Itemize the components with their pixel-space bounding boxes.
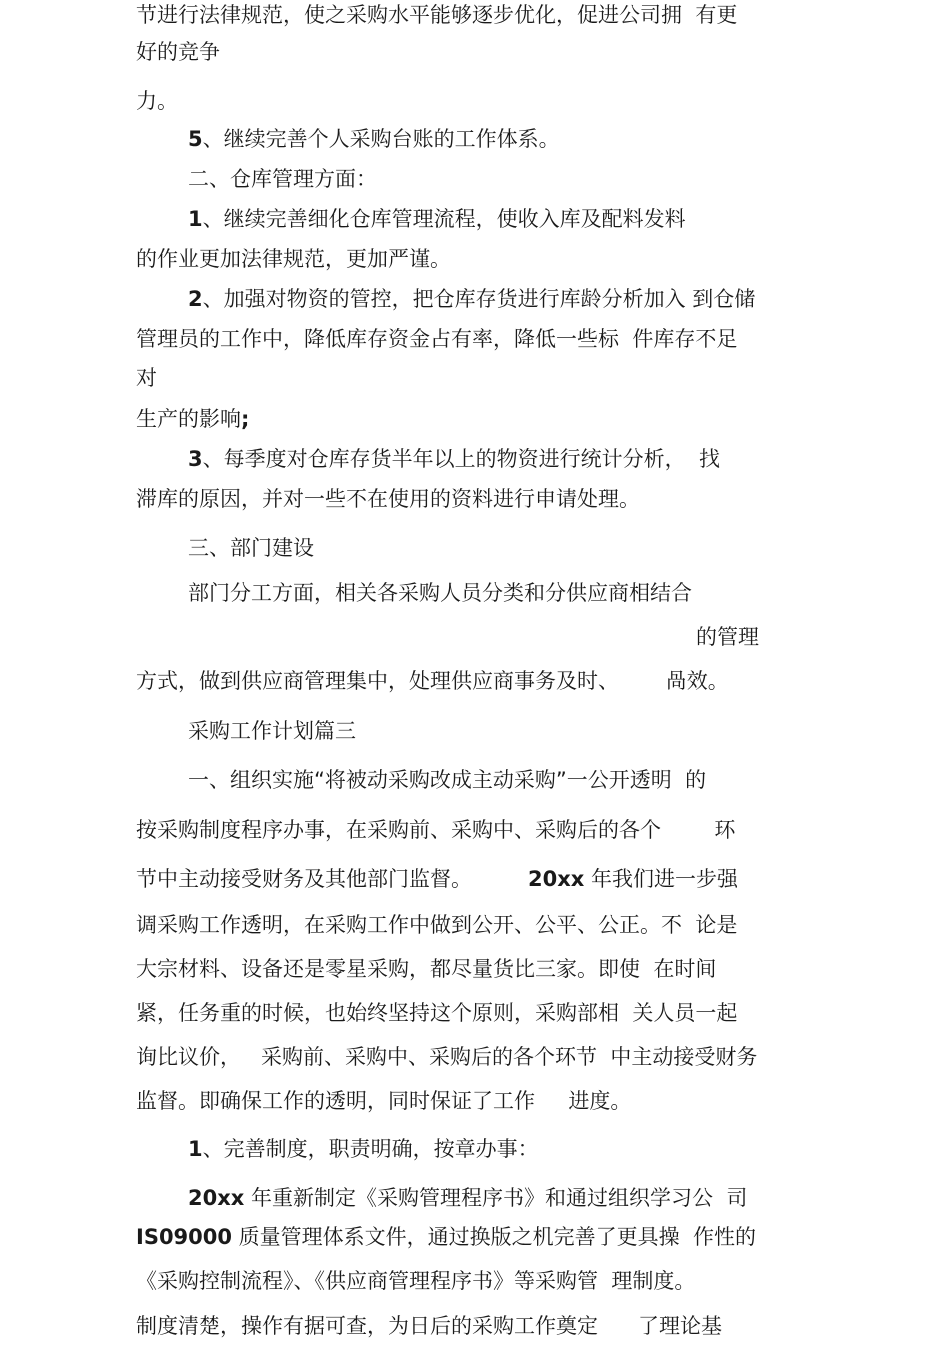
list-item: 5、继续完善个人采购台账的工作体系。 xyxy=(188,127,560,151)
paragraph-line: 监督。即确保工作的透明，同时保证了工作 进度。 xyxy=(136,1089,632,1113)
paragraph-line: 滞库的原因，并对一些不在使用的资料进行申请处理。 xyxy=(136,487,640,511)
section-heading: 二、仓库管理方面： xyxy=(188,167,377,191)
paragraph-line: 力。 xyxy=(136,89,178,113)
paragraph-line: 紧，任务重的时候，也始终坚持这个原则，采购部相 关人员一起 xyxy=(136,1001,738,1025)
paragraph-line: 大宗材料、设备还是零星采购，都尽量货比三家。即使 在时间 xyxy=(136,957,717,981)
paragraph-line: 好的竞争 xyxy=(136,40,220,64)
chapter-heading: 采购工作计划篇三 xyxy=(188,719,356,743)
list-item: 1、继续完善细化仓库管理流程，使收入库及配料发料 xyxy=(188,207,686,231)
paragraph-line: 的管理 xyxy=(696,625,759,649)
paragraph-line: 节进行法律规范，使之采购水平能够逐步优化，促进公司拥 有更 xyxy=(136,3,738,27)
section-heading: 三、部门建设 xyxy=(188,536,314,560)
paragraph-line: 方式，做到供应商管理集中，处理供应商事务及时、 咼效。 xyxy=(136,669,729,693)
paragraph-line: 按采购制度程序办事，在采购前、采购中、采购后的各个 环 xyxy=(136,818,736,842)
paragraph-line: 询比议价， 采购前、采购中、采购后的各个环节 中主动接受财务 xyxy=(136,1045,758,1069)
item-number: 1 xyxy=(188,1137,203,1161)
item-number: 2 xyxy=(188,287,203,311)
paragraph-line: 《采购控制流程》、《供应商管理程序书》等采购管 理制度。 xyxy=(136,1269,696,1293)
paragraph-line: 部门分工方面，相关各采购人员分类和分供应商相结合 xyxy=(188,581,692,605)
paragraph-line: 对 xyxy=(136,366,157,390)
paragraph-line: IS09000 质量管理体系文件，通过换版之机完善了更具操 作性的 xyxy=(136,1225,757,1249)
paragraph-line: 节中主动接受财务及其他部门监督。 20xx 年我们进一步强 xyxy=(136,867,739,891)
list-item: 3、每季度对仓库存货半年以上的物资进行统计分析， 找 xyxy=(188,447,720,471)
list-item: 2、加强对物资的管控，把仓库存货进行库龄分析加入 到仓储 xyxy=(188,287,756,311)
paragraph-line: 20xx 年重新制定《采购管理程序书》和通过组织学习公 司 xyxy=(188,1186,748,1210)
paragraph-line: 管理员的工作中，降低库存资金占有率，降低一些标 件库存不足 xyxy=(136,327,738,351)
item-number: 3 xyxy=(188,447,203,471)
paragraph-line: 一、组织实施“将被动采购改成主动采购”一公开透明 的 xyxy=(188,768,707,792)
paragraph-line: 的作业更加法律规范，更加严谨。 xyxy=(136,247,451,271)
item-number: 5 xyxy=(188,127,203,151)
item-number: 1 xyxy=(188,207,203,231)
paragraph-line: 制度清楚，操作有据可查，为日后的采购工作奠定 了理论基 xyxy=(136,1314,723,1338)
list-item: 1、完善制度，职责明确，按章办事： xyxy=(188,1137,539,1161)
paragraph-line: 调采购工作透明，在采购工作中做到公开、公平、公正。不 论是 xyxy=(136,913,738,937)
paragraph-line: 生产的影响; xyxy=(136,407,250,431)
